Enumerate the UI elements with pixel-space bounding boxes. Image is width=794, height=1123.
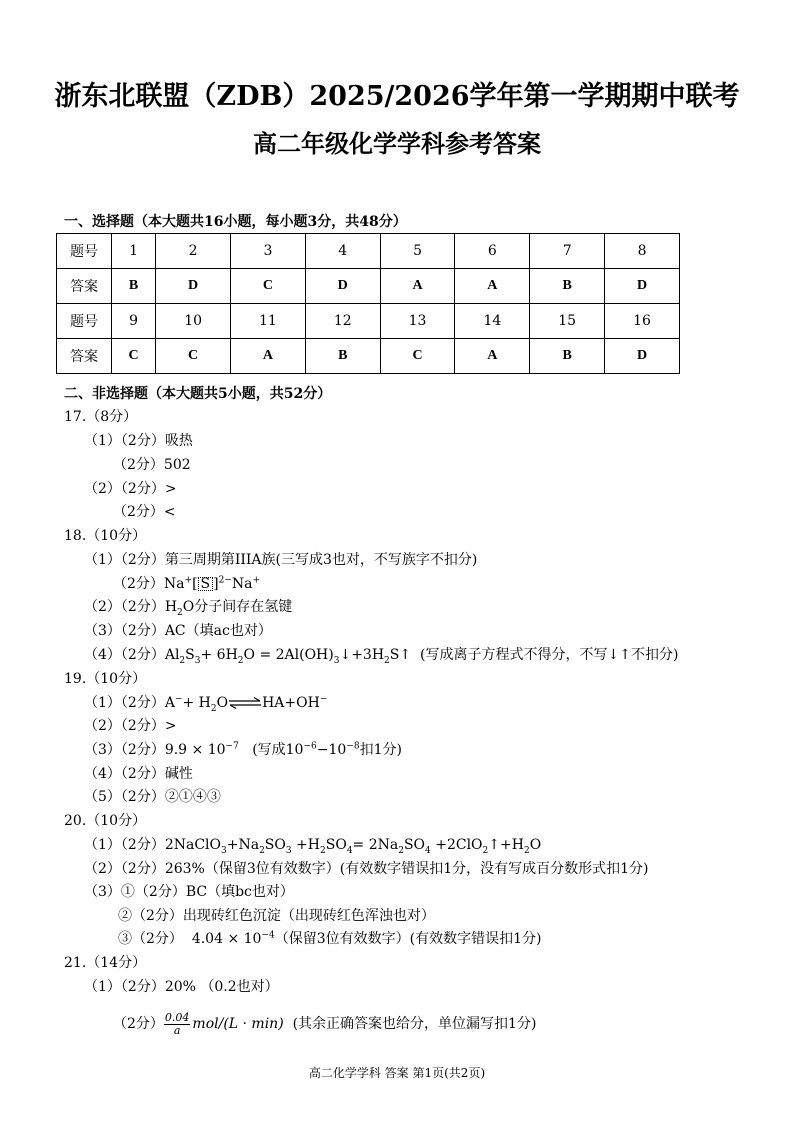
page-title: 浙东北联盟（ZDB）2025/2026学年第一学期期中联考 — [54, 81, 740, 112]
table-row — [57, 304, 680, 339]
question-number-cell: 5 — [380, 234, 455, 269]
answer-cell: D — [305, 269, 380, 304]
q20-heading: 20.（10分） — [64, 813, 147, 829]
answer-cell: C — [380, 339, 455, 374]
answer-table — [56, 233, 680, 374]
q19-line: （4）（2分）碱性 — [84, 766, 193, 782]
question-number-cell: 11 — [231, 304, 306, 339]
q19-heading: 19.（10分） — [64, 671, 147, 687]
question-number-cell: 12 — [305, 304, 380, 339]
question-number-cell: 10 — [156, 304, 231, 339]
table-row — [57, 234, 680, 269]
answer-cell: A — [455, 339, 530, 374]
question-number-cell: 7 — [530, 234, 605, 269]
answer-cell: B — [112, 269, 156, 304]
question-number-cell: 8 — [605, 234, 680, 269]
q19-line: （3）（2分）$9.9 \times 10^{-7}$ (写成$10^{-6}-10^{-8}$扣1分) — [84, 741, 402, 758]
rate-fraction: $\frac{0.04}{a}$ — [164, 1010, 190, 1037]
q19-equation: （1）（2分）$A^-+ H_2O$ HA+OH− — [84, 694, 328, 714]
q18-heading: 18.（10分） — [64, 528, 147, 544]
answer-cell: B — [530, 339, 605, 374]
answer-cell: A — [455, 269, 530, 304]
page-footer: 高二化学学科 答案 第1页(共2页) — [308, 1066, 486, 1080]
table-row — [57, 269, 680, 304]
page-subtitle: 高二年级化学学科参考答案 — [253, 129, 541, 158]
q20-line: （3）①（2分）BC（填bc也对） — [84, 884, 294, 900]
answer-cell: D — [156, 269, 231, 304]
table-row-label: 答案 — [57, 339, 112, 374]
q20-equation: （1）（2分）$2NaClO_3+Na_2SO_3 +H_2SO_4= 2Na_2SO_4$ $+2ClO_2↑+H_2O$ — [84, 837, 542, 856]
q17-line: （2分）< — [113, 504, 176, 520]
answer-cell: C — [156, 339, 231, 374]
table-row-label: 题号 — [57, 234, 112, 269]
answer-cell: A — [231, 339, 306, 374]
equilibrium-arrow-icon — [228, 697, 262, 709]
question-number-cell: 14 — [455, 304, 530, 339]
q21-line: （1）（2分）20% （0.2也对） — [84, 979, 279, 995]
section2-heading: 二、非选择题（本大题共5小题，共52分） — [64, 386, 332, 402]
answer-cell: C — [231, 269, 306, 304]
question-number-cell: 15 — [530, 304, 605, 339]
q20-line: （2）（2分）263%（保留3位有效数字）(有效数字错误扣1分，没有写成百分数形式扣1分) — [84, 861, 649, 877]
section1-heading: 一、选择题（本大题共16小题，每小题3分，共48分） — [64, 214, 407, 230]
question-number-cell: 6 — [455, 234, 530, 269]
question-number-cell: 1 — [112, 234, 156, 269]
q20-line: ③（2分） $4.04 \times 10^{-4}$（保留3位有效数字）(有效数字错误扣1分) — [118, 930, 542, 947]
q18-line: （3）（2分）AC（填ac也对） — [84, 623, 272, 639]
q17-line: （2分）502 — [113, 457, 191, 473]
q18-line: （1）（2分）第三周期第IIIA族(三写成3也对，不写族字不扣分) — [84, 552, 478, 568]
answer-cell: C — [112, 339, 156, 374]
question-number-cell: 3 — [231, 234, 306, 269]
answer-cell: D — [605, 339, 680, 374]
q20-line: ②（2分）出现砖红色沉淀（出现砖红色浑浊也对） — [118, 908, 435, 924]
q18-equation: （4）（2分）$Al_2S_3+ 6H_2O$ = $2Al(OH)_3↓+3H_2S↑$ (写成离子方程式不得分，不写↓↑不扣分) — [84, 647, 679, 666]
question-number-cell: 2 — [156, 234, 231, 269]
q17-line: （2）（2分）> — [84, 481, 177, 497]
q19-line: （2）（2分）> — [84, 718, 177, 734]
q17-line: （1）（2分）吸热 — [84, 433, 193, 449]
q21-heading: 21.（14分） — [64, 955, 147, 971]
question-number-cell: 16 — [605, 304, 680, 339]
q17-heading: 17.（8分） — [64, 409, 138, 425]
answer-cell: B — [305, 339, 380, 374]
question-number-cell: 9 — [112, 304, 156, 339]
question-number-cell: 13 — [380, 304, 455, 339]
answer-cell: B — [530, 269, 605, 304]
q18-electron-formula: （2分）Na+[ S ]$^{2-}$Na+ — [113, 575, 261, 592]
question-number-cell: 4 — [305, 234, 380, 269]
answer-cell: D — [605, 269, 680, 304]
table-row — [57, 339, 680, 374]
answer-cell: A — [380, 269, 455, 304]
q18-line: （2）（2分）$H_2O$分子间存在氢键 — [84, 599, 293, 618]
q19-line: （5）（2分）②①④③ — [84, 789, 221, 805]
q21-rate-line: （2分） $\frac{0.04}{a}$ mol/(L · min) (其余正确答案也给分，单位漏写扣1分) — [113, 1010, 537, 1037]
table-row-label: 题号 — [57, 304, 112, 339]
table-row-label: 答案 — [57, 269, 112, 304]
